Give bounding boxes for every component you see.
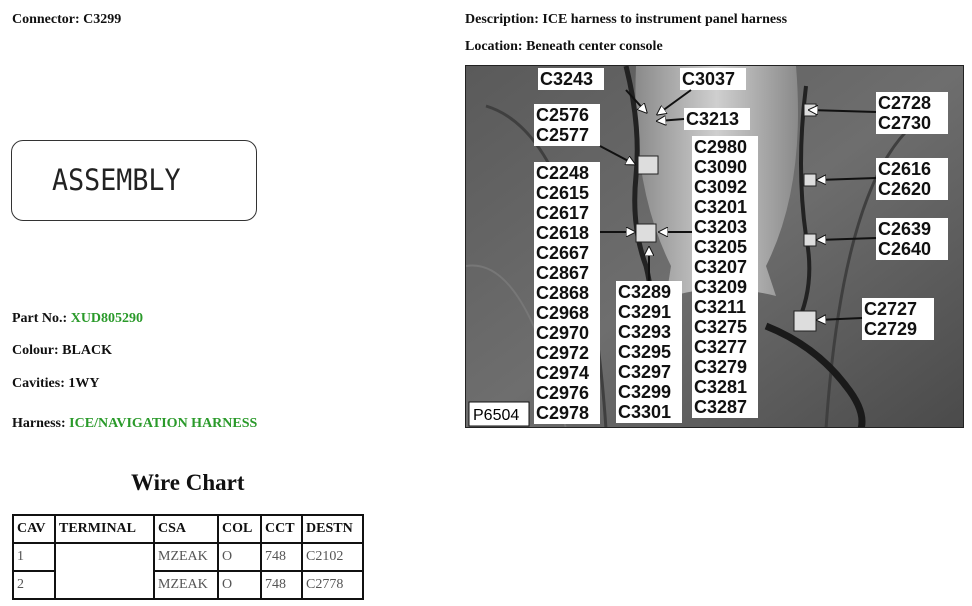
callout-c3213 bbox=[684, 108, 750, 130]
connector-callout-label: C3299 bbox=[618, 382, 672, 402]
cell-cav: 2 bbox=[13, 571, 55, 599]
connector-callout-label: C2640 bbox=[878, 239, 932, 259]
connector-callout-label: C2728 bbox=[878, 93, 932, 113]
connector-shape bbox=[804, 174, 816, 186]
callout-left-column bbox=[534, 162, 600, 424]
connector-callout-label: C3243 bbox=[540, 69, 594, 89]
connector-shape bbox=[636, 224, 656, 242]
cell-destn: C2778 bbox=[302, 571, 363, 599]
connector-value: C3299 bbox=[83, 12, 122, 27]
connector-callout-label: C2577 bbox=[536, 125, 590, 145]
harness-value: ICE/NAVIGATION HARNESS bbox=[69, 416, 258, 431]
cell-csa: MZEAK bbox=[154, 571, 218, 599]
connector-callout-label: C3277 bbox=[694, 337, 748, 357]
description-label: Description: bbox=[465, 12, 539, 27]
description-row bbox=[465, 12, 787, 28]
connector-callout-label: C3293 bbox=[618, 322, 672, 342]
connector-callout-label: C3205 bbox=[694, 237, 748, 257]
connector-callout-label: C2616 bbox=[878, 159, 932, 179]
connector-callout-label: C3213 bbox=[686, 109, 740, 129]
connector-callout-label: C2730 bbox=[878, 113, 932, 133]
connector-callout-label: C2615 bbox=[536, 183, 590, 203]
photo-svg bbox=[466, 66, 964, 428]
connector-callout-label: C3090 bbox=[694, 157, 748, 177]
wire-chart-table bbox=[12, 514, 364, 600]
colour-row bbox=[12, 343, 112, 359]
location-row bbox=[465, 39, 663, 55]
cavities-label: Cavities: bbox=[12, 376, 65, 391]
connector-callout-label: C2618 bbox=[536, 223, 590, 243]
col-header-terminal: TERMINAL bbox=[55, 515, 154, 543]
connector-callout-label: C2972 bbox=[536, 343, 590, 363]
connector-shape bbox=[794, 311, 816, 331]
connector-shape bbox=[804, 234, 816, 246]
part-no-value: XUD805290 bbox=[70, 311, 144, 326]
callout-right-pair bbox=[876, 158, 948, 200]
col-header-destn: DESTN bbox=[302, 515, 363, 543]
connector-callout-label: C2576 bbox=[536, 105, 590, 125]
connector-callout-label: C2248 bbox=[536, 163, 590, 183]
connector-callout-label: C3301 bbox=[618, 402, 672, 422]
connector-callout-label: C3295 bbox=[618, 342, 672, 362]
connector-callout-label: C2868 bbox=[536, 283, 590, 303]
connector-callout-label: C2976 bbox=[536, 383, 590, 403]
connector-callout-label: C3287 bbox=[694, 397, 748, 417]
connector-callout-label: C2727 bbox=[864, 299, 918, 319]
location-value: Beneath center console bbox=[526, 39, 663, 54]
connector-callout-label: C3297 bbox=[618, 362, 672, 382]
cell-cct: 748 bbox=[261, 571, 302, 599]
description-value: ICE harness to instrument panel harness bbox=[542, 12, 788, 27]
cell-destn: C2102 bbox=[302, 543, 363, 571]
connector-callout-label: C2620 bbox=[878, 179, 932, 199]
callout-right-pair bbox=[876, 92, 948, 134]
callout-right-pair bbox=[862, 298, 934, 340]
callout-c2576-group bbox=[534, 104, 600, 146]
connector-callout-label: C3201 bbox=[694, 197, 748, 217]
colour-label: Colour: bbox=[12, 343, 59, 358]
cell-cav: 1 bbox=[13, 543, 55, 571]
photo-id-tag bbox=[469, 402, 529, 426]
colour-value: BLACK bbox=[62, 343, 112, 358]
connector-callout-label: C2667 bbox=[536, 243, 590, 263]
connector-callout-label: C3281 bbox=[694, 377, 748, 397]
table-row bbox=[13, 543, 363, 571]
connector-shape bbox=[638, 156, 658, 174]
cell-terminal bbox=[55, 543, 154, 599]
connector-callout-label: C3279 bbox=[694, 357, 748, 377]
connector-callout-label: C2617 bbox=[536, 203, 590, 223]
connector-callout-label: C3209 bbox=[694, 277, 748, 297]
col-header-col: COL bbox=[218, 515, 261, 543]
connector-label: Connector: bbox=[12, 12, 80, 27]
connector-callout-label: C3275 bbox=[694, 317, 748, 337]
cell-col: O bbox=[218, 571, 261, 599]
cell-csa: MZEAK bbox=[154, 543, 218, 571]
part-no-label: Part No.: bbox=[12, 311, 68, 326]
assembly-box bbox=[11, 140, 257, 221]
connector-callout-label: C3207 bbox=[694, 257, 748, 277]
connector-callout-label: C2867 bbox=[536, 263, 590, 283]
photo-id-label: P6504 bbox=[473, 407, 520, 424]
connector-callout-label: C2968 bbox=[536, 303, 590, 323]
connector-row bbox=[12, 12, 121, 28]
cavities-value: 1WY bbox=[68, 376, 100, 391]
wire-chart-title: Wire Chart bbox=[131, 470, 245, 495]
cell-cct: 748 bbox=[261, 543, 302, 571]
table-header-row bbox=[13, 515, 363, 543]
connector-callout-label: C2970 bbox=[536, 323, 590, 343]
connector-callout-label: C3037 bbox=[682, 69, 736, 89]
connector-callout-label: C2980 bbox=[694, 137, 748, 157]
connector-callout-label: C3289 bbox=[618, 282, 672, 302]
connector-callout-label: C3203 bbox=[694, 217, 748, 237]
callout-right-pair bbox=[876, 218, 948, 260]
connector-callout-label: C3291 bbox=[618, 302, 672, 322]
callout-c3037 bbox=[680, 68, 746, 90]
connector-callout-label: C2729 bbox=[864, 319, 918, 339]
harness-label: Harness: bbox=[12, 416, 66, 431]
cell-col: O bbox=[218, 543, 261, 571]
harness-row bbox=[12, 416, 257, 432]
assembly-text: ASSEMBLY bbox=[52, 163, 181, 197]
callout-mid-column bbox=[616, 281, 682, 423]
cavities-row bbox=[12, 376, 100, 392]
callout-right-column bbox=[692, 136, 758, 418]
connector-callout-label: C2978 bbox=[536, 403, 590, 423]
connector-callout-label: C2639 bbox=[878, 219, 932, 239]
col-header-cct: CCT bbox=[261, 515, 302, 543]
callout-c3243 bbox=[538, 68, 604, 90]
connector-location-photo bbox=[465, 65, 964, 428]
connector-callout-label: C2974 bbox=[536, 363, 590, 383]
part-no-row bbox=[12, 311, 143, 327]
connector-callout-label: C3211 bbox=[694, 297, 747, 317]
col-header-csa: CSA bbox=[154, 515, 218, 543]
connector-callout-label: C3092 bbox=[694, 177, 748, 197]
location-label: Location: bbox=[465, 39, 523, 54]
col-header-cav: CAV bbox=[13, 515, 55, 543]
